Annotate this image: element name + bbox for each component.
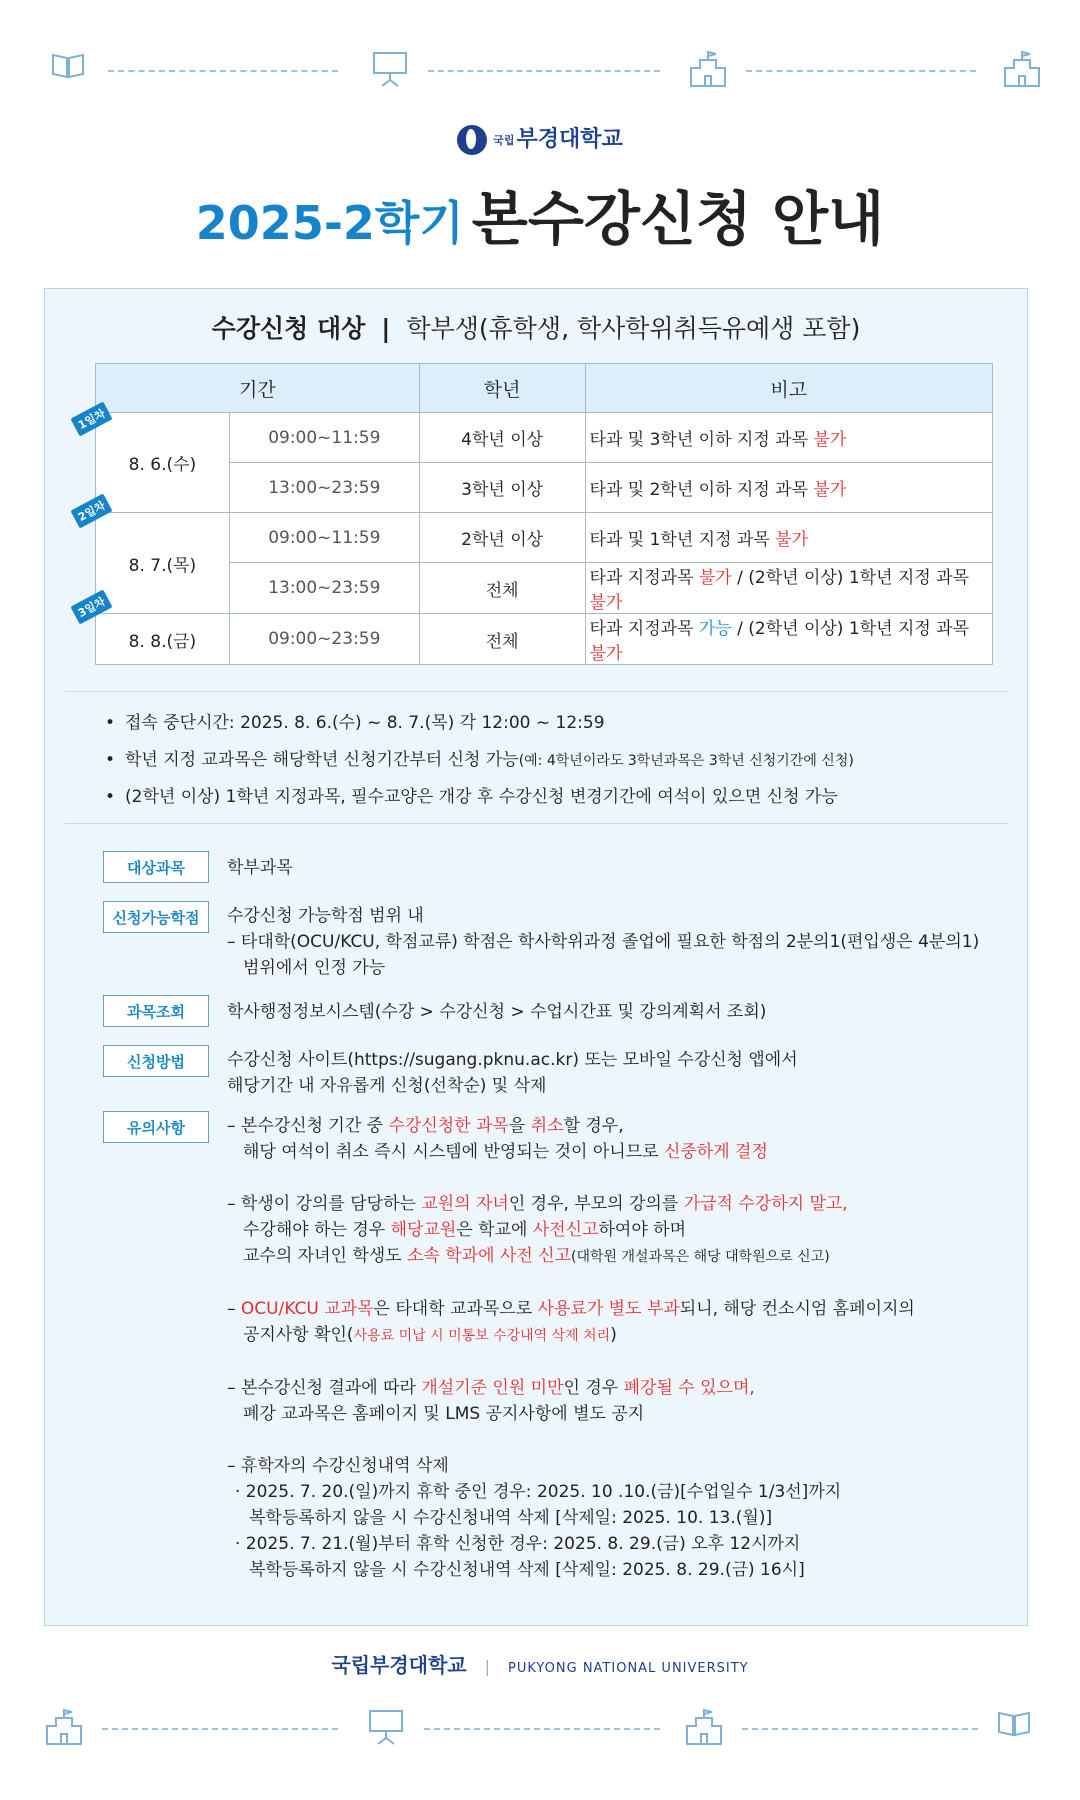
notes-list xyxy=(105,705,1005,816)
footer xyxy=(0,1649,1080,1678)
grade-cell: 2학년 이상 xyxy=(419,513,585,563)
header-grade: 학년 xyxy=(419,364,585,413)
table-row xyxy=(96,563,993,614)
top-decoration xyxy=(0,46,1080,96)
book-icon xyxy=(996,1708,1032,1738)
brand-prefix: 국립 xyxy=(493,134,515,147)
target-label: 수강신청 대상 xyxy=(211,314,366,343)
day-badge: 3일차 xyxy=(70,590,112,625)
header-note: 비고 xyxy=(585,364,992,413)
university-logo-icon xyxy=(457,125,487,155)
table-row xyxy=(96,413,993,463)
table-row xyxy=(96,614,993,665)
dashed-divider xyxy=(102,1728,338,1730)
target-line xyxy=(45,309,1027,345)
footer-divider: | xyxy=(484,1657,491,1676)
title-term: 2025-2학기 xyxy=(195,196,464,250)
note-cell: 타과 지정과목 불가 / (2학년 이상) 1학년 지정 과목 불가 xyxy=(585,563,992,614)
page-title xyxy=(0,172,1080,256)
grade-cell: 전체 xyxy=(419,563,585,614)
tag-caution: 유의사항 xyxy=(103,1111,209,1143)
content-lookup: 학사행정정보시스템(수강 > 수강신청 > 수업시간표 및 강의계획서 조회) xyxy=(227,1002,767,1022)
grade-cell: 4학년 이상 xyxy=(419,413,585,463)
dashed-divider xyxy=(746,70,976,72)
day-cell: 8. 6.(수) xyxy=(96,413,230,513)
building-icon xyxy=(1002,50,1042,90)
building-icon xyxy=(688,50,728,90)
target-divider: | xyxy=(381,314,391,343)
day-badge: 1일차 xyxy=(70,402,112,437)
list-item: • (2학년 이상) 1학년 지정과목, 필수교양은 개강 후 수강신청 변경기간에 여석이 있으면 신청 가능 xyxy=(105,779,1005,816)
university-brand xyxy=(0,122,1080,155)
tag-lookup: 과목조회 xyxy=(103,995,209,1027)
schedule-table xyxy=(95,363,993,665)
grade-cell: 전체 xyxy=(419,614,585,665)
day-cell: 8. 7.(목) xyxy=(96,513,230,614)
note-cell: 타과 및 2학년 이하 지정 과목 불가 xyxy=(585,463,992,513)
bottom-decoration xyxy=(0,1704,1080,1754)
footer-english-name: PUKYONG NATIONAL UNIVERSITY xyxy=(508,1661,749,1676)
content-method: 수강신청 사이트(https://sugang.pknu.ac.kr) 또는 모바일 수강신청 앱에서 해당기간 내 자유롭게 신청(선착순) 및 삭제 xyxy=(227,1050,798,1096)
time-cell: 13:00~23:59 xyxy=(229,563,419,614)
list-item: • 접속 중단시간: 2025. 8. 6.(수) ~ 8. 7.(목) 각 12:00 ~ 12:59 xyxy=(105,705,1005,742)
board-icon xyxy=(366,1708,406,1748)
book-icon xyxy=(50,50,86,80)
building-icon xyxy=(44,1708,84,1748)
building-icon xyxy=(684,1708,724,1748)
time-cell: 09:00~11:59 xyxy=(229,413,419,463)
time-cell: 09:00~11:59 xyxy=(229,513,419,563)
table-header-row xyxy=(96,364,993,413)
footer-korean-name: 국립부경대학교 xyxy=(331,1653,467,1677)
title-main: 본수강신청 안내 xyxy=(471,185,885,253)
time-cell: 13:00~23:59 xyxy=(229,463,419,513)
table-row xyxy=(96,513,993,563)
content-credits: 수강신청 가능학점 범위 내 – 타대학(OCU/KCU, 학점교류) 학점은 학사학위과정 졸업에 필요한 학점의 2분의1(편입생은 4분의1) 범위에서 인정 가능 xyxy=(227,906,980,978)
tag-subjects: 대상과목 xyxy=(103,851,209,883)
target-value: 학부생(휴학생, 학사학위취득유예생 포함) xyxy=(406,314,861,343)
note-cell: 타과 및 3학년 이하 지정 과목 불가 xyxy=(585,413,992,463)
table-row xyxy=(96,463,993,513)
content-subjects: 학부과목 xyxy=(227,858,293,878)
time-cell: 09:00~23:59 xyxy=(229,614,419,665)
dashed-divider xyxy=(428,70,660,72)
note-cell: 타과 지정과목 가능 / (2학년 이상) 1학년 지정 과목 불가 xyxy=(585,614,992,665)
brand-name: 부경대학교 xyxy=(516,127,623,152)
day-cell: 8. 8.(금) xyxy=(96,614,230,665)
section-divider xyxy=(65,823,1009,824)
header-period: 기간 xyxy=(96,364,420,413)
dashed-divider xyxy=(108,70,338,72)
dashed-divider xyxy=(742,1728,978,1730)
list-item: • 학년 지정 교과목은 해당학년 신청기간부터 신청 가능(예: 4학년이라도 3학년과목은 3학년 신청기간에 신청) xyxy=(105,742,1005,779)
section-divider xyxy=(65,691,1009,692)
dashed-divider xyxy=(424,1728,660,1730)
grade-cell: 3학년 이상 xyxy=(419,463,585,513)
content-caution: – 본수강신청 기간 중 수강신청한 과목을 취소할 경우, 해당 여석이 취소 즉시 시스템에 반영되는 것이 아니므로 신중하게 결정 – 학생이 강의를 담당하는 교원의 자녀인 경우, 부모의 강의를 가급적 수강하지 말고, 수강해야 하는 경우 해당교원은 학교에 사전신고하여야 하며 교수의 자녀인 학생도 소속 학과에 사전 신고(대학원 개설과목은 해당 대학원으로 신고) – OCU/KCU 교과목은 타대학 교과목으로 사용료가 별도 부과되니, 해당 컨소시엄 홈페이지의 공지사항 확인(사용료 미납 시 미통보 수강내역 삭제 처리) – 본수강신청 결과에 따라 개설기준 인원 미만인 경우 폐강될 수 있으며, 폐강 교과목은 홈페이지 및 LMS 공지사항에 별도 공지 – 휴학자의 수강신청내역 삭제 · 2025. 7. 20.(일)까지 휴학 중인 경우: 2025. 10 .10.(금)[수업일수 1/3선]까지 복학등록하지 않을 시 수강신청내역 삭제 [삭제일: 2025. 10. 13.(월)] · 2025. 7. 21.(월)부터 휴학 신청한 경우: 2025. 8. 29.(금) 오후 12시까지 복학등록하지 않을 시 수강신청내역 삭제 [삭제일: 2025. 8. 29.(금) 16시] xyxy=(227,1116,915,1580)
info-panel xyxy=(44,288,1028,1626)
board-icon xyxy=(370,50,410,90)
note-cell: 타과 및 1학년 지정 과목 불가 xyxy=(585,513,992,563)
day-badge: 2일차 xyxy=(70,494,112,529)
tag-credits: 신청가능학점 xyxy=(103,901,209,933)
tag-method: 신청방법 xyxy=(103,1045,209,1077)
